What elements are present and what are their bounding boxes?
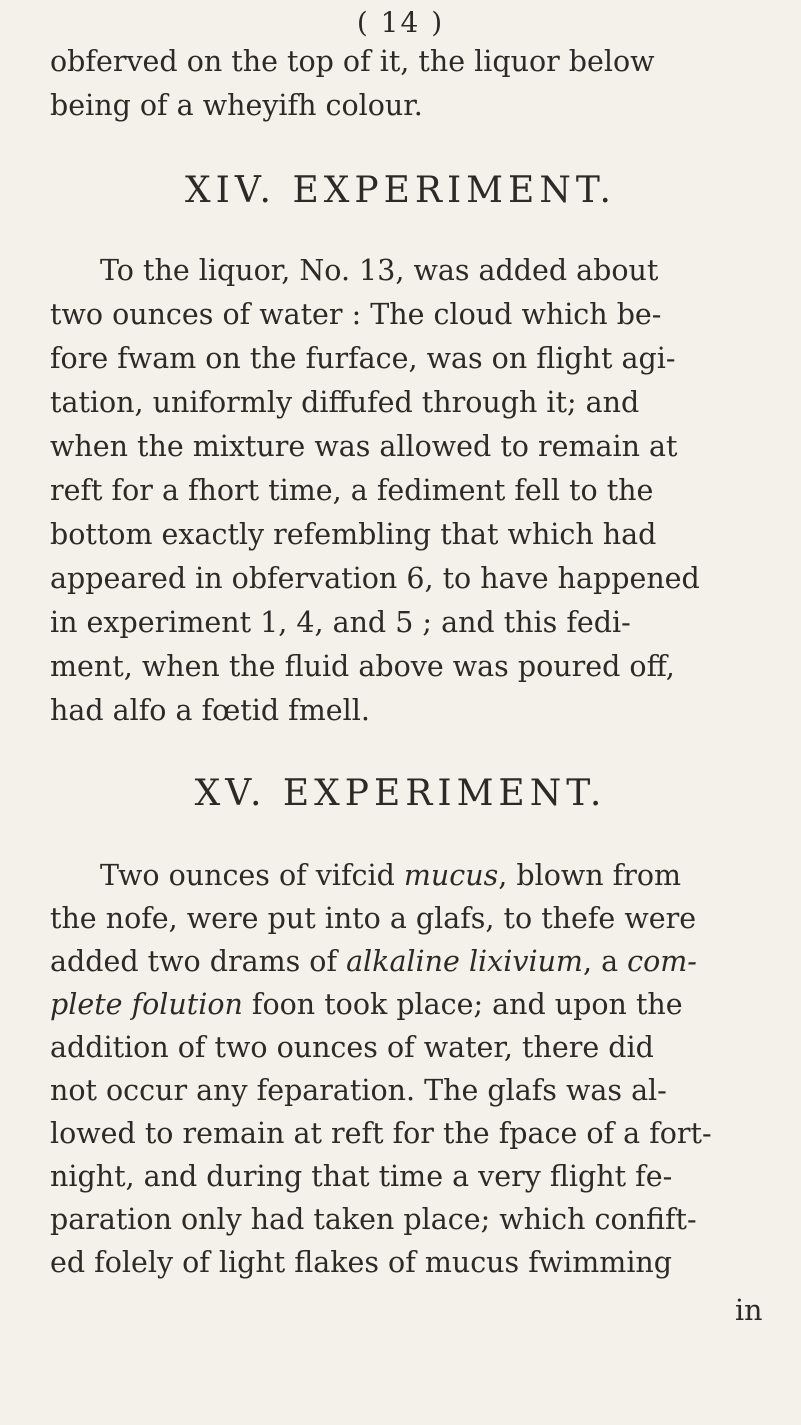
text-run: Two ounces of vifcid	[100, 859, 404, 892]
text-run: added two drams of	[50, 945, 347, 978]
text-run: , blown from	[498, 859, 682, 892]
text-line: fore fwam on the furface, was on flight agi-	[50, 342, 676, 375]
text-line: night, and during that time a very flight fe-	[50, 1160, 673, 1193]
text-line	[50, 985, 683, 1025]
text-line: in experiment 1, 4, and 5 ; and this fedi-	[50, 606, 631, 639]
text-line	[50, 942, 697, 982]
text-line: bottom exactly refembling that which had	[50, 518, 657, 551]
text-line: obferved on the top of it, the liquor below	[50, 45, 655, 78]
text-line: had alfo a fœtid fmell.	[50, 694, 370, 727]
text-line: being of a wheyifh colour.	[50, 89, 423, 122]
text-line: appeared in obfervation 6, to have happened	[50, 562, 700, 595]
italic-term: mucus	[403, 859, 499, 892]
italic-term: plete folution	[50, 988, 243, 1021]
text-line: ed folely of light flakes of mucus fwimming	[50, 1246, 673, 1279]
text-line: lowed to remain at reft for the fpace of a fort-	[50, 1117, 712, 1150]
text-line: when the mixture was allowed to remain at	[50, 430, 678, 463]
text-line: reft for a fhort time, a fediment fell to the	[50, 474, 654, 507]
text-line: paration only had taken place; which confift-	[50, 1203, 697, 1236]
text-line: tation, uniformly diffufed through it; and	[50, 386, 640, 419]
page-number: ( 14 )	[356, 6, 445, 39]
text-line: not occur any feparation. The glafs was al-	[50, 1074, 667, 1107]
page-edge-mark	[110, 1403, 410, 1404]
text-line: two ounces of water : The cloud which be-	[50, 298, 662, 331]
text-line: the nofe, were put into a glafs, to thefe were	[50, 902, 697, 935]
catchword: in	[735, 1294, 763, 1327]
text-line: ment, when the fluid above was poured off,	[50, 650, 675, 683]
text-line	[100, 856, 681, 896]
section-heading: XV. EXPERIMENT.	[194, 773, 607, 814]
italic-term: com-	[627, 945, 697, 978]
text-run: , a	[582, 945, 628, 978]
text-run: foon took place; and upon the	[242, 988, 683, 1021]
text-line: To the liquor, No. 13, was added about	[100, 254, 659, 287]
italic-term: alkaline lixivium	[346, 945, 583, 978]
text-line: addition of two ounces of water, there did	[50, 1031, 654, 1064]
section-heading: XIV. EXPERIMENT.	[185, 170, 616, 211]
